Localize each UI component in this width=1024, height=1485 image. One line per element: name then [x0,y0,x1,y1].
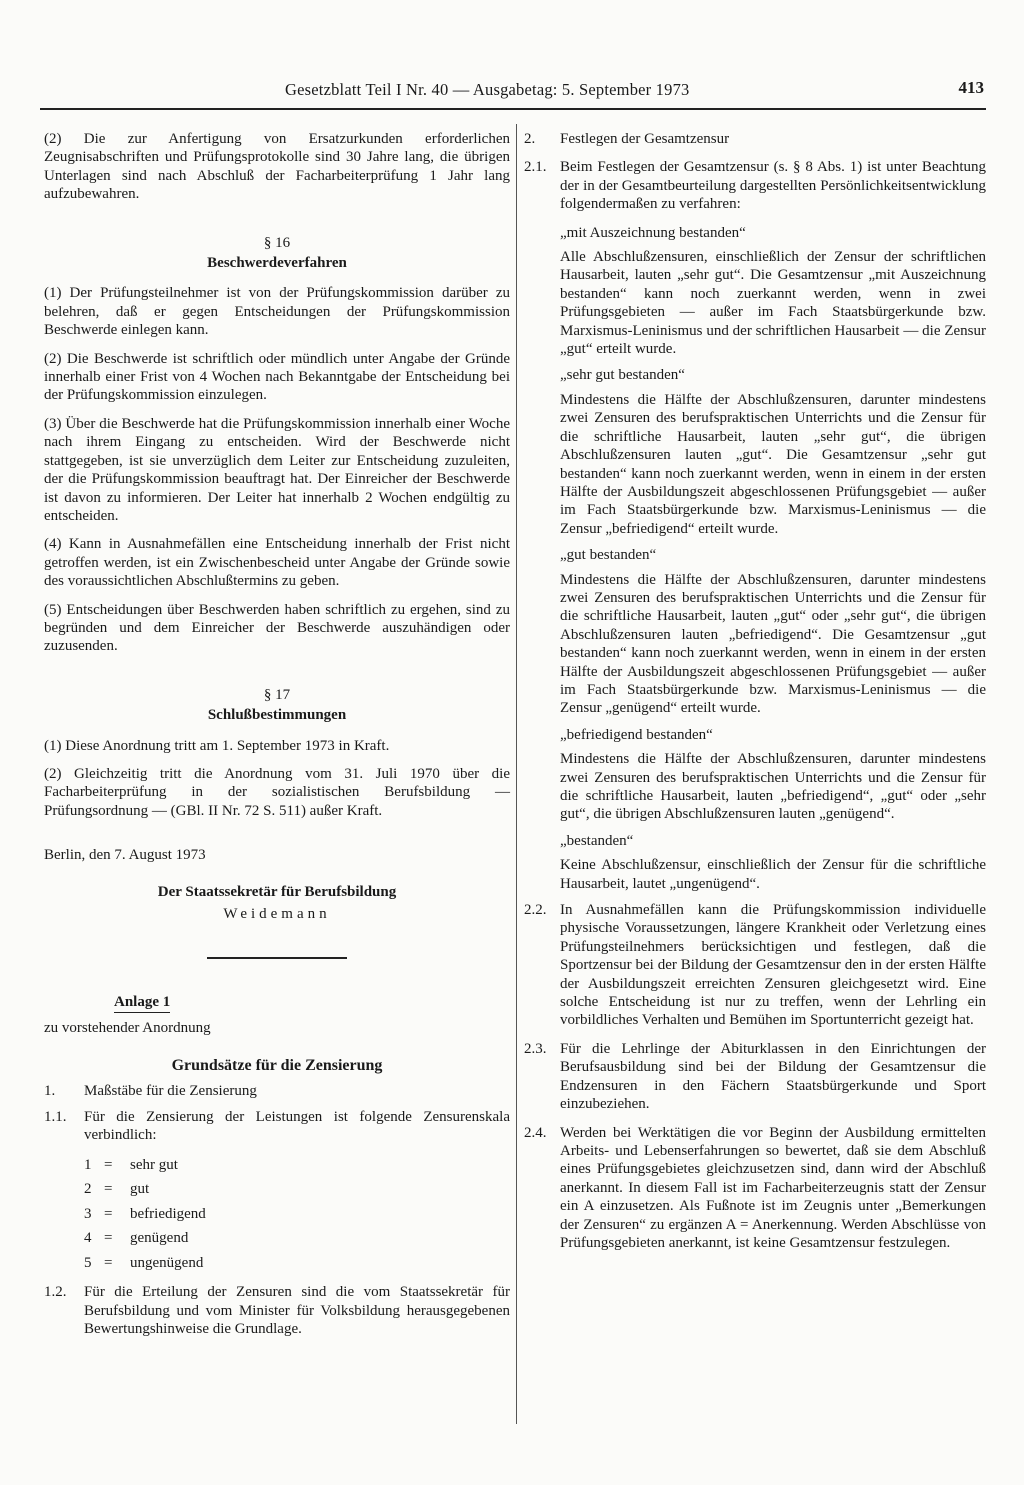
header-title: Gesetzblatt Teil I Nr. 40 — Ausgabetag: 5. September 1973 [285,80,690,99]
scale-equals: = [104,1181,113,1198]
separator-rule [207,957,347,959]
scale-equals: = [104,1156,113,1173]
item-text: In Ausnahmefällen kann die Prüfungskommission individuelle physische Voraussetzungen, längere Krankheit oder Verletzung eines Prüfungsteilnehmers berücksichtigen und festlegen, daß die Sportzensur bei der Bildung der Gesamtzensur den in der ersten Hälfte der Ausbildungszeit erreichten Zensuren gleichgesetzt wird. Eine solche Entscheidung ist nur zu treffen, wenn der Lehrling ein vorbildliches Verhalten und Bemühen im Sportunterricht gezeigt hat. [560,902,986,1029]
item-text: Für die Lehrlinge der Abiturklassen in den Einrichtungen der Berufsausbildung sind bei der Bildung der Gesamtzensur die Endzensuren in den Fächern Staatsbürgerkunde und Sport einzubeziehen. [560,1040,986,1113]
item-text: Maßstäbe für die Zensierung [84,1082,257,1099]
scale-grade: 1 [84,1156,92,1173]
item-2-3 [524,1040,986,1114]
item-2 [524,130,986,148]
section-16-para-3: (3) Über die Beschwerde hat die Prüfungskommission innerhalb einer Woche nach ihrem Eingang zu entscheiden. Wird der Beschwerde nicht stattgegeben, ist sie unverzüglich dem Leiter zur Entscheidung zuzuleiten, der die Prüfungskommission beauftragt hat. Der Einreicher der Beschwerde ist davon zu informieren. Der Leiter hat innerhalb 2 Wochen endgültig zu entscheiden. [44,415,510,524]
grade-text-passed: Keine Abschlußzensur, einschließlich der Zensur für die schriftliche Hausarbeit, lautet „ungenügend“. [560,857,986,892]
item-number: 2.3. [524,1040,547,1057]
item-text: Beim Festlegen der Gesamtzensur (s. § 8 Abs. 1) ist unter Beachtung der in der Gesamtbeurteilung dargestellten Persönlichkeitsentwicklung folgendermaßen zu verfahren: [560,159,986,213]
section-16-para-2: (2) Die Beschwerde ist schriftlich oder mündlich unter Angabe der Gründe innerhalb einer Frist von 4 Wochen nach Bekanntgabe der Entscheidung bei der Prüfungskommission einzulegen. [44,350,510,404]
signer-name: Weidemann [223,906,331,922]
item-text: Festlegen der Gesamtzensur [560,131,730,147]
scale-grade: 2 [84,1181,92,1198]
scale-label: genügend [130,1230,189,1247]
left-column [44,130,510,1347]
scale-row [84,1251,510,1276]
grade-text-very-good: Mindestens die Hälfte der Abschlußzensuren, darunter mindestens zwei Zensuren des berufspraktischen Unterrichts und die Zensur für die schriftliche Hausarbeit, lauten „sehr gut“, die übrigen Abschlußzensuren lauten „gut“. Die Gesamtzensur „sehr gut bestanden“ kann noch zuerkannt werden, wenn in einem in der ersten Hälfte der Ausbildungszeit abgeschlossenen Prüfungsgebiet — außer im Fach Staatsbürgerkunde bzw. Marxismus-Leninismus — die Zensur „befriedigend“ erteilt wurde. [560,391,986,537]
item-text: Werden bei Werktätigen die vor Beginn der Ausbildung ermittelten Arbeits- und Lebenserfahrungen so bewertet, daß sie dem Abschluß eines Prüfungsgebietes gleichzusetzen sind, dann wird der Abschluß anerkannt. In diesem Fall ist im Facharbeiterzeugnis statt der Zensur ein A einzusetzen. Als Fußnote ist im Zeugnis unter „Bemerkungen der Zensuren“ zu ergänzen A = Anerkennung. Werden Abschlüsse von Prüfungsgebieten anerkannt, ist keine Gesamtzensur festzulegen. [560,1124,986,1251]
section-17-title: Schlußbestimmungen [207,707,347,724]
item-1 [44,1082,510,1100]
grade-text-distinction: Alle Abschlußzensuren, einschließlich der Zensur der schriftlichen Hausarbeit, lauten „sehr gut“. Die Gesamtzensur „mit Auszeichnung bestanden“ kann noch zuerkannt werden, wenn in zwei Prüfungsgebieten — außer im Fach Staatsbürgerkunde bzw. Marxismus-Leninismus und der schriftlichen Hausarbeit — die Zensur „gut“ erteilt wurde. [560,249,986,358]
item-number: 2.4. [524,1124,547,1141]
section-16-para-4: (4) Kann in Ausnahmefällen eine Entscheidung innerhalb der Frist nicht getroffen werden, ist ein Zwischenbescheid unter Angabe der Gründe sowie des voraussichtlichen Abschlußtermins zu geben. [44,536,510,590]
grading-principles-title: Grundsätze für die Zensierung [171,1057,383,1075]
section-16-para-1: (1) Der Prüfungsteilnehmer ist von der Prüfungskommission darüber zu belehren, daß er gegen Entscheidungen der Prüfungskommission Beschwerde einlegen kann. [44,285,510,339]
grade-label-satisfactory: „befriedigend bestanden“ [560,726,713,743]
item-2-4 [524,1124,986,1253]
scale-grade: 3 [84,1205,92,1222]
scale-label: ungenügend [130,1254,204,1271]
item-1-1 [44,1108,510,1145]
item-text: Für die Erteilung der Zensuren sind die vom Staatssekretär für Berufsbildung und vom Minister für Volksbildung herausgegebenen Bewertungshinweise die Grundlage. [84,1284,510,1338]
grade-label-distinction: „mit Auszeichnung bestanden“ [560,224,746,241]
page-number: 413 [958,78,984,97]
scale-row [84,1226,510,1251]
item-text: Für die Zensierung der Leistungen ist folgende Zensurenskala verbindlich: [84,1109,510,1144]
item-number: 2.1. [524,159,547,176]
item-1-2 [44,1283,510,1338]
scale-label: sehr gut [130,1156,178,1173]
grade-label-very-good: „sehr gut bestanden“ [560,367,685,384]
annex-title: Anlage 1 [114,993,170,1012]
item-number: 2.2. [524,902,547,919]
scale-equals: = [104,1205,113,1222]
section-17-para-1: (1) Diese Anordnung tritt am 1. September 1973 in Kraft. [44,737,390,754]
scale-row [84,1202,510,1227]
scale-label: befriedigend [130,1205,206,1222]
section-16-number: § 16 [263,234,291,251]
item-number: 1. [44,1082,56,1099]
scale-row [84,1153,510,1178]
scale-row [84,1177,510,1202]
scale-grade: 4 [84,1230,92,1247]
grade-text-good: Mindestens die Hälfte der Abschlußzensuren, darunter mindestens zwei Zensuren des berufspraktischen Unterrichts und die Zensur für die schriftliche Hausarbeit, lauten „gut“ oder „sehr gut“, die übrigen Abschlußzensuren lauten „befriedigend“. Die Gesamtzensur „gut bestanden“ kann noch zuerkannt werden, wenn in einem in der ersten Hälfte der Ausbildungszeit abgeschlossenen Prüfungsgebiet — außer im Fach Staatsbürgerkunde bzw. Marxismus-Leninismus — die Zensur „genügend“ erteilt wurde. [560,571,986,717]
item-number: 2. [524,131,536,147]
item-number: 1.1. [44,1109,67,1126]
page-header [40,78,986,110]
paragraph-retention: (2) Die zur Anfertigung von Ersatzurkunden erforderlichen Zeugnisabschriften und Prüfungsprotokolle sind 30 Jahre lang, die übrigen Unterlagen sind nach Abschluß der Facharbeiterprüfung 1 Jahr lang aufzubewahren. [44,131,510,203]
scale-grade: 5 [84,1254,92,1271]
grade-label-passed: „bestanden“ [560,832,634,849]
column-divider [516,124,517,1424]
grade-text-satisfactory: Mindestens die Hälfte der Abschlußzensuren, darunter mindestens zwei Zensuren des berufspraktischen Unterrichts und die Zensur für die schriftliche Hausarbeit, lauten „befriedigend“, „gut“ oder „sehr gut“, die übrigen Abschlußzensuren lauten „genügend“. [560,751,986,823]
section-17-para-2: (2) Gleichzeitig tritt die Anordnung vom 31. Juli 1970 über die Facharbeiterprüfung in der sozialistischen Berufsbildung — Prüfungsordnung — (GBl. II Nr. 72 S. 511) außer Kraft. [44,765,510,819]
grading-scale [84,1153,510,1276]
scale-equals: = [104,1230,113,1247]
annex-subtitle: zu vorstehender Anordnung [44,1019,211,1036]
item-number: 1.2. [44,1284,67,1301]
scale-equals: = [104,1254,113,1271]
right-column [524,130,986,1262]
grade-label-good: „gut bestanden“ [560,547,657,564]
scale-label: gut [130,1181,150,1198]
signer-organization: Der Staatssekretär für Berufsbildung [157,883,397,900]
item-2-1 [524,158,986,213]
section-16-para-5: (5) Entscheidungen über Beschwerden haben schriftlich zu ergehen, sind zu begründen und dem Einreicher der Beschwerde auszuhändigen oder zuzusenden. [44,601,510,655]
section-16-title: Beschwerdeverfahren [207,255,347,272]
place-date: Berlin, den 7. August 1973 [44,847,206,864]
item-2-2 [524,901,986,1030]
section-17-number: § 17 [263,686,291,703]
